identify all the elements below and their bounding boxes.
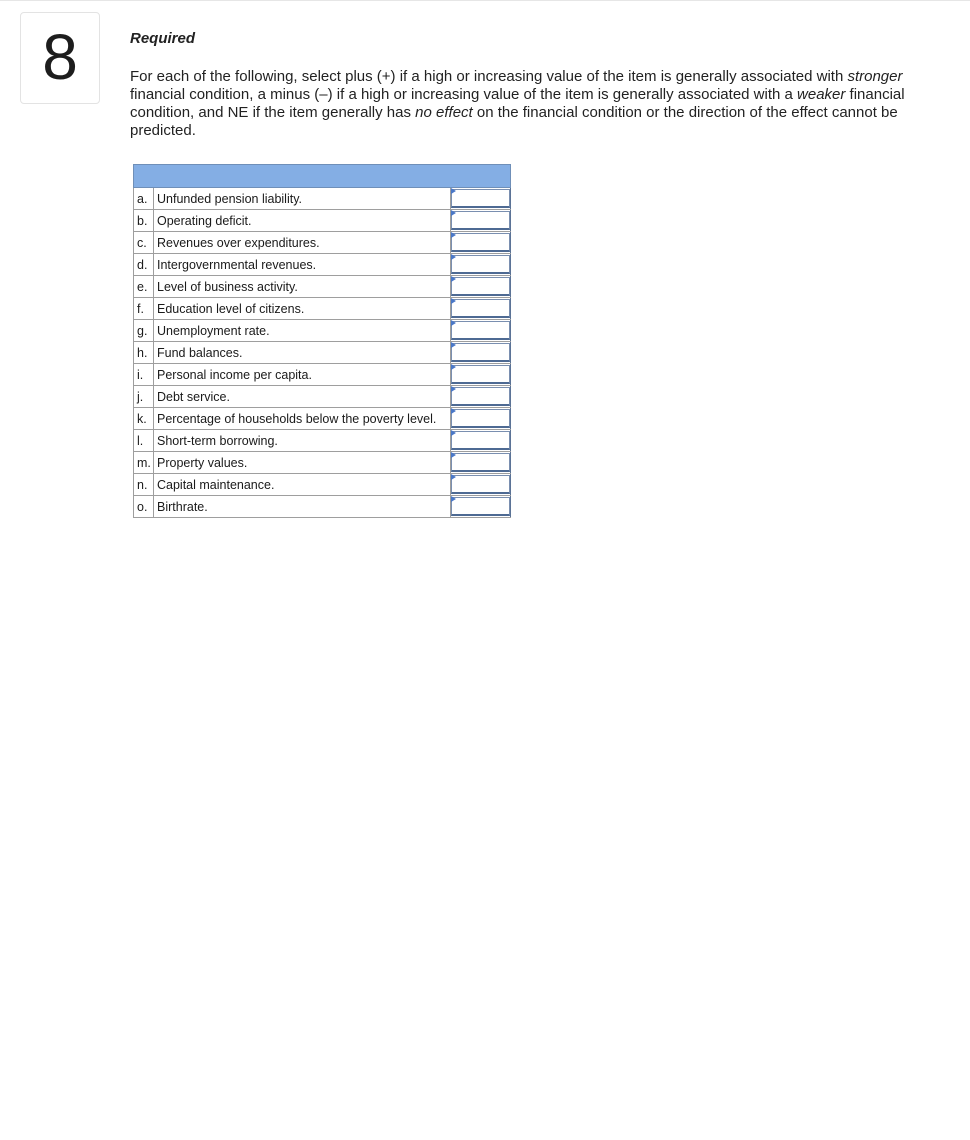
item-text: Short-term borrowing. <box>154 430 451 452</box>
answer-dropdown[interactable] <box>451 211 510 230</box>
answer-dropdown[interactable] <box>451 343 510 362</box>
item-letter: f. <box>134 298 154 320</box>
answer-cell <box>451 430 511 452</box>
item-text: Unfunded pension liability. <box>154 188 451 210</box>
answer-dropdown[interactable] <box>451 277 510 296</box>
item-text: Level of business activity. <box>154 276 451 298</box>
instructions-emphasis-no-effect: no effect <box>415 104 473 121</box>
answer-dropdown[interactable] <box>451 189 510 208</box>
item-text: Operating deficit. <box>154 210 451 232</box>
instructions-part-3: financial condition, and NE if the item generally has <box>130 86 905 121</box>
item-text: Property values. <box>154 452 451 474</box>
table-row <box>134 474 511 496</box>
answer-cell <box>451 298 511 320</box>
dropdown-marker-icon <box>451 386 456 392</box>
item-text: Fund balances. <box>154 342 451 364</box>
table-row <box>134 276 511 298</box>
item-letter: i. <box>134 364 154 386</box>
item-text: Education level of citizens. <box>154 298 451 320</box>
instructions-emphasis-stronger: stronger <box>847 68 903 85</box>
dropdown-marker-icon <box>451 276 456 282</box>
answer-dropdown[interactable] <box>451 387 510 406</box>
instructions-text <box>130 68 946 140</box>
answer-cell <box>451 364 511 386</box>
answer-dropdown[interactable] <box>451 409 510 428</box>
item-text: Unemployment rate. <box>154 320 451 342</box>
answer-cell <box>451 254 511 276</box>
dropdown-marker-icon <box>451 298 456 304</box>
item-text: Intergovernmental revenues. <box>154 254 451 276</box>
answer-dropdown[interactable] <box>451 497 510 516</box>
question-content <box>130 30 946 140</box>
table-row <box>134 188 511 210</box>
answer-dropdown[interactable] <box>451 475 510 494</box>
dropdown-marker-icon <box>451 210 456 216</box>
answer-dropdown[interactable] <box>451 453 510 472</box>
table-row <box>134 254 511 276</box>
table-row <box>134 320 511 342</box>
dropdown-marker-icon <box>451 430 456 436</box>
table-row <box>134 408 511 430</box>
item-letter: n. <box>134 474 154 496</box>
dropdown-marker-icon <box>451 496 456 502</box>
table-row <box>134 364 511 386</box>
dropdown-marker-icon <box>451 474 456 480</box>
answer-cell <box>451 188 511 210</box>
instructions-emphasis-weaker: weaker <box>797 86 846 103</box>
item-letter: b. <box>134 210 154 232</box>
table-row <box>134 496 511 518</box>
table-header-row <box>134 165 511 188</box>
answer-cell <box>451 386 511 408</box>
answer-cell <box>451 452 511 474</box>
answer-cell <box>451 232 511 254</box>
answer-table <box>133 164 511 518</box>
answer-cell <box>451 408 511 430</box>
table-row <box>134 430 511 452</box>
question-number: 8 <box>42 21 78 93</box>
item-letter: a. <box>134 188 154 210</box>
item-letter: k. <box>134 408 154 430</box>
item-letter: j. <box>134 386 154 408</box>
instructions-part-4: on the financial condition or the direction of the effect cannot be predicted. <box>130 104 898 139</box>
answer-dropdown[interactable] <box>451 365 510 384</box>
question-number-badge <box>20 12 100 104</box>
answer-cell <box>451 474 511 496</box>
answer-cell <box>451 210 511 232</box>
dropdown-marker-icon <box>451 188 456 194</box>
answer-cell <box>451 342 511 364</box>
table-row <box>134 386 511 408</box>
table-row <box>134 298 511 320</box>
table-body <box>134 188 511 518</box>
answer-dropdown[interactable] <box>451 233 510 252</box>
table-header <box>134 165 511 188</box>
item-text: Revenues over expenditures. <box>154 232 451 254</box>
instructions-part-2: financial condition, a minus (–) if a high or increasing value of the item is generally associated with a <box>130 86 798 103</box>
dropdown-marker-icon <box>451 364 456 370</box>
dropdown-marker-icon <box>451 320 456 326</box>
item-letter: l. <box>134 430 154 452</box>
item-letter: g. <box>134 320 154 342</box>
answer-dropdown[interactable] <box>451 255 510 274</box>
dropdown-marker-icon <box>451 254 456 260</box>
required-heading: Required <box>130 30 196 47</box>
dropdown-marker-icon <box>451 408 456 414</box>
item-letter: c. <box>134 232 154 254</box>
item-text: Debt service. <box>154 386 451 408</box>
item-text: Capital maintenance. <box>154 474 451 496</box>
table-row <box>134 210 511 232</box>
table-row <box>134 232 511 254</box>
instructions-part-1: For each of the following, select plus (+) if a high or increasing value of the item is generally associated with <box>130 68 848 85</box>
answer-dropdown[interactable] <box>451 321 510 340</box>
dropdown-marker-icon <box>451 232 456 238</box>
item-text: Personal income per capita. <box>154 364 451 386</box>
item-text: Birthrate. <box>154 496 451 518</box>
answer-dropdown[interactable] <box>451 431 510 450</box>
item-letter: o. <box>134 496 154 518</box>
item-letter: e. <box>134 276 154 298</box>
dropdown-marker-icon <box>451 452 456 458</box>
answer-cell <box>451 320 511 342</box>
dropdown-marker-icon <box>451 342 456 348</box>
table-row <box>134 452 511 474</box>
answer-dropdown[interactable] <box>451 299 510 318</box>
item-letter: h. <box>134 342 154 364</box>
answer-cell <box>451 496 511 518</box>
answer-cell <box>451 276 511 298</box>
table-row <box>134 342 511 364</box>
item-letter: m. <box>134 452 154 474</box>
item-text: Percentage of households below the poverty level. <box>154 408 451 430</box>
item-letter: d. <box>134 254 154 276</box>
